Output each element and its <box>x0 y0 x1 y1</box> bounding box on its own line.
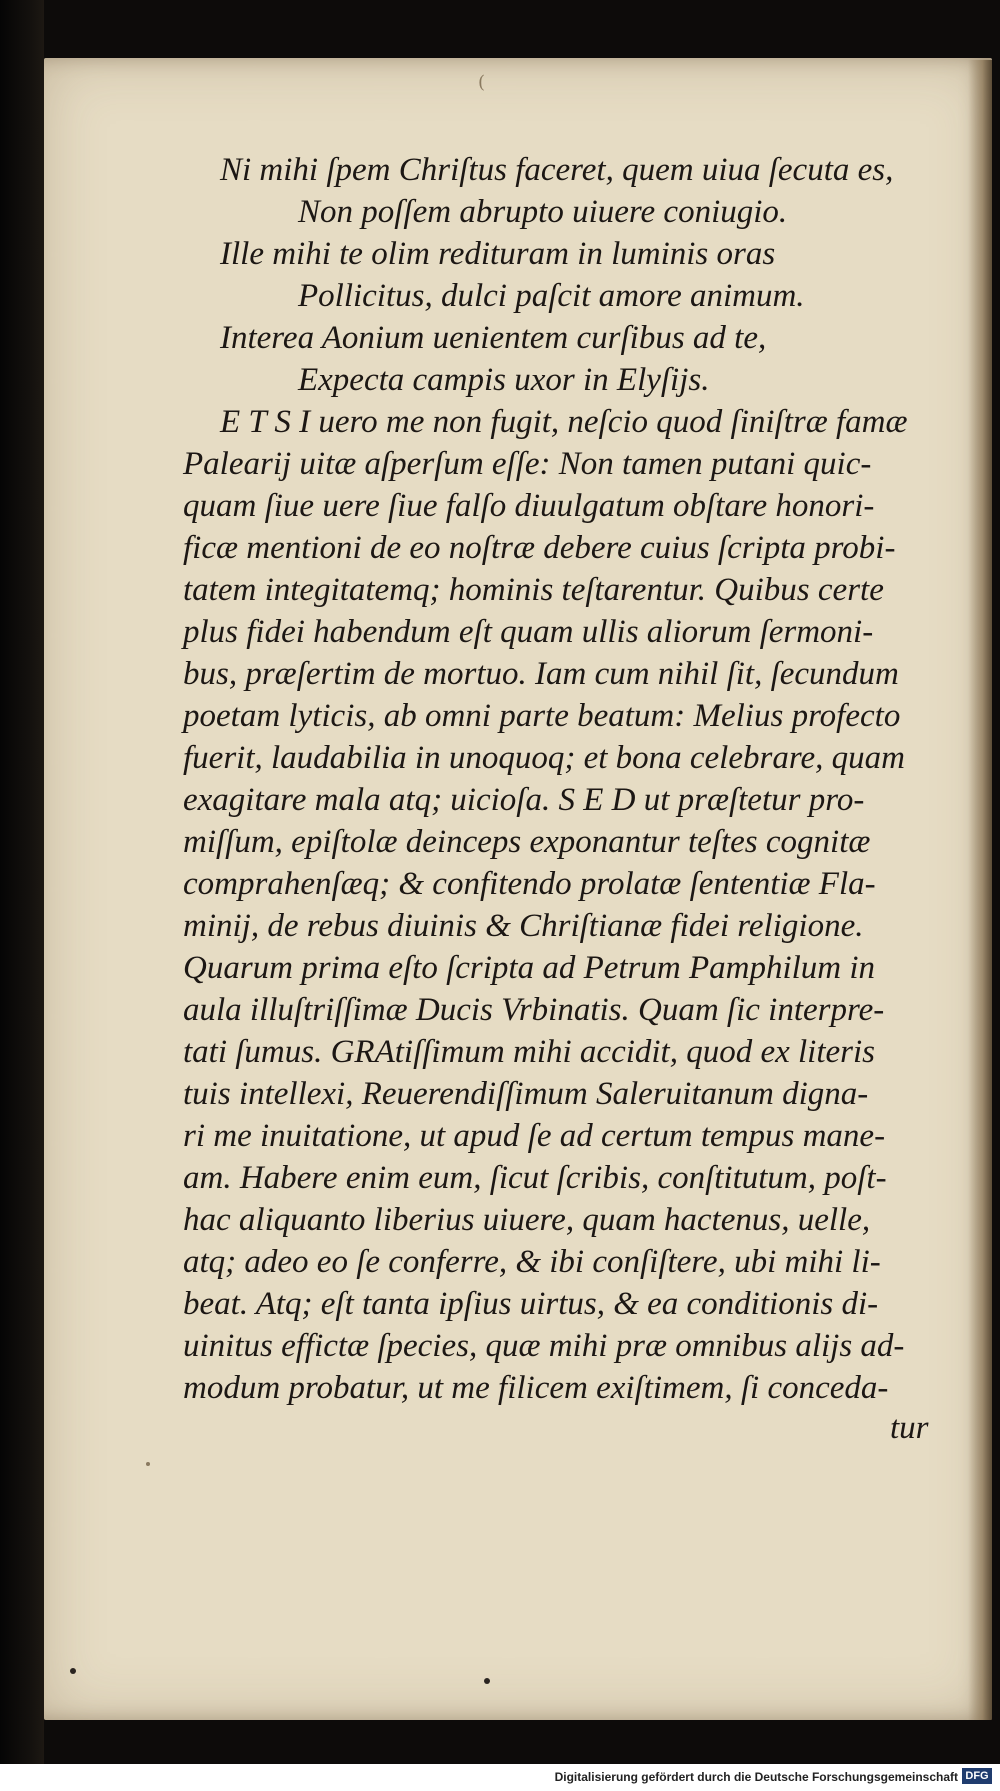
text-line: minij, de rebus diuinis & Chriſtianæ fidei religione. <box>183 908 864 944</box>
text-line: tatem integitatemq; hominis teſtarentur. Quibus certe <box>183 572 884 608</box>
text-line: hac aliquanto liberius uiuere, quam hactenus, uelle, <box>183 1202 871 1238</box>
text-line: beat. Atq; eſt tanta ipſius uirtus, & ea conditionis di- <box>183 1286 879 1322</box>
text-line: ficæ mentioni de eo noſtræ debere cuius ſcripta probi- <box>183 530 896 566</box>
catchword: tur <box>890 1410 929 1446</box>
text-line: quam ſiue uere ſiue falſo diuulgatum obſtare honori- <box>183 488 875 524</box>
text-line: fuerit, laudabilia in unoquoq; et bona celebrare, quam <box>183 740 905 776</box>
text-line: plus fidei habendum eſt quam ullis aliorum ſermoni- <box>183 614 874 650</box>
text-line: tati ſumus. GRAtiſſimum mihi accidit, quod ex literis <box>183 1034 876 1070</box>
text-line: am. Habere enim eum, ſicut ſcribis, conſtitutum, poſt- <box>183 1160 887 1196</box>
text-line: Ille mihi te olim redituram in luminis oras <box>220 236 776 272</box>
text-line: tuis intellexi, Reuerendiſſimum Saleruitanum digna- <box>183 1076 869 1112</box>
page-speck <box>70 1668 76 1674</box>
text-line: Pollicitus, dulci paſcit amore animum. <box>298 278 805 314</box>
text-line: Non poſſem abrupto uiuere coniugio. <box>298 194 788 230</box>
text-line: poetam lyticis, ab omni parte beatum: Melius profecto <box>183 698 901 734</box>
text-line: exagitare mala atq; uicioſa. S E D ut præſtetur pro- <box>183 782 865 818</box>
footer-credit: Digitalisierung gefördert durch die Deutsche Forschungsgemeinschaft <box>554 1770 958 1784</box>
text-line: E T S I uero me non fugit, neſcio quod ſiniſtræ famæ <box>220 404 908 440</box>
page-speck <box>146 1462 150 1466</box>
text-line: miſſum, epiſtolæ deinceps exponantur teſtes cognitæ <box>183 824 871 860</box>
text-line: Palearij uitæ aſperſum eſſe: Non tamen putani quic- <box>183 446 872 482</box>
text-line: bus, præſertim de mortuo. Iam cum nihil ſit, ſecundum <box>183 656 899 692</box>
text-line: Interea Aonium uenientem curſibus ad te, <box>220 320 767 356</box>
text-line: Expecta campis uxor in Elyſijs. <box>298 362 710 398</box>
text-line: Quarum prima eſto ſcripta ad Petrum Pamphilum in <box>183 950 876 986</box>
dfg-logo: DFG <box>962 1768 992 1784</box>
text-line: comprahenſæq; & confitendo prolatæ ſententiæ Fla- <box>183 866 876 902</box>
folio-mark: ( <box>478 72 486 93</box>
text-line: uinitus effictæ ſpecies, quæ mihi præ omnibus alijs ad- <box>183 1328 905 1364</box>
text-line: aula illuſtriſſimæ Ducis Vrbinatis. Quam ſic interpre- <box>183 992 885 1028</box>
text-line: ri me inuitatione, ut apud ſe ad certum tempus mane- <box>183 1118 886 1154</box>
text-line: modum probatur, ut me filicem exiſtimem, ſi conceda- <box>183 1370 889 1406</box>
page-speck <box>484 1678 490 1684</box>
text-line: atq; adeo eo ſe conferre, & ibi conſiſtere, ubi mihi li- <box>183 1244 881 1280</box>
text-line: Ni mihi ſpem Chriſtus faceret, quem uiua ſecuta es, <box>220 152 894 188</box>
